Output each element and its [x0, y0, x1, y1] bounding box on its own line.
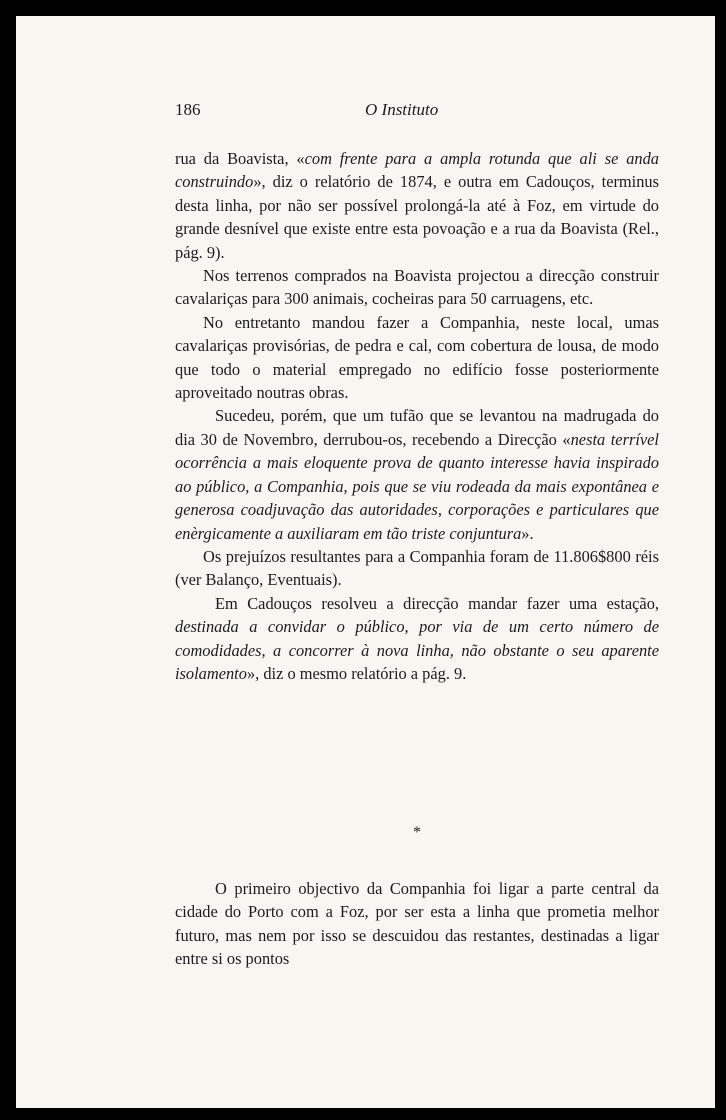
paragraph: [175, 147, 659, 264]
text-segment: Em Cadouços resolveu a direcção mandar fazer uma estação,: [215, 593, 659, 613]
text-segment: rua da Boavista, «: [175, 149, 305, 168]
page-header: [175, 100, 659, 128]
body-text: [175, 147, 659, 685]
running-title: O Instituto: [365, 100, 439, 119]
paragraph: [175, 545, 659, 592]
italic-quote: destinada a convidar o público, por via de um certo número de comodidades, a concorrer à nova linha, não obstante o seu aparente isolamento: [175, 617, 659, 683]
book-page: [16, 16, 715, 1108]
text-segment: ».: [521, 523, 534, 543]
text-segment: Nos terrenos comprados na Boavista projectou a direcção construir cavalariças para 300 animais, cocheiras para 50 carruagens, etc.: [175, 266, 659, 309]
paragraph: [175, 311, 659, 405]
page-number: 186: [175, 100, 201, 119]
text-segment: Os prejuízos resultantes para a Companhia foram de 11.806$800 réis (ver Balanço, Eventuais).: [175, 546, 659, 590]
paragraph: [175, 404, 659, 544]
italic-quote: nesta terrível ocorrência a mais eloquente prova de quanto interesse havia inspirado ao público, a Companhia, pois que se viu rodeada da mais expontânea e generosa coadjuvação das autoridades, corporações e particulares que enèrgicamente a auxiliaram em tão triste conjuntura: [175, 429, 659, 543]
paragraph: O primeiro objectivo da Companhia foi ligar a parte central da cidade do Porto com a Foz, por ser esta a linha que prometia melhor futuro, mas nem por isso se descuidou das restantes, destinadas a ligar entre si os pontos: [175, 879, 659, 969]
body-text-section-2: [175, 877, 659, 971]
text-segment: Sucedeu, porém, que um tufão que se levantou na madrugada do dia 30 de Novembro, derrubou-os, recebendo a Direcção «: [175, 406, 659, 449]
italic-quote: com frente para a ampla rotunda que ali se anda construindo: [175, 149, 659, 192]
paragraph: [175, 264, 659, 311]
text-segment: No entretanto mandou fazer a Companhia, neste local, umas cavalariças provisórias, de pedra e cal, com cobertura de lousa, de modo que todo o material empregado no edifício fosse posteriormente aproveitado noutras obras.: [175, 312, 659, 403]
section-separator: *: [413, 824, 421, 841]
paragraph: [175, 592, 659, 686]
text-segment: », diz o mesmo relatório a pág. 9.: [246, 663, 467, 683]
text-segment: », diz o relatório de 1874, e outra em Cadouços, terminus desta linha, por não ser possível prolongá-la até à Foz, em virtude do grande desnível que existe entre esta povoação e a rua da Boavista (Rel., pág. 9).: [175, 172, 659, 262]
